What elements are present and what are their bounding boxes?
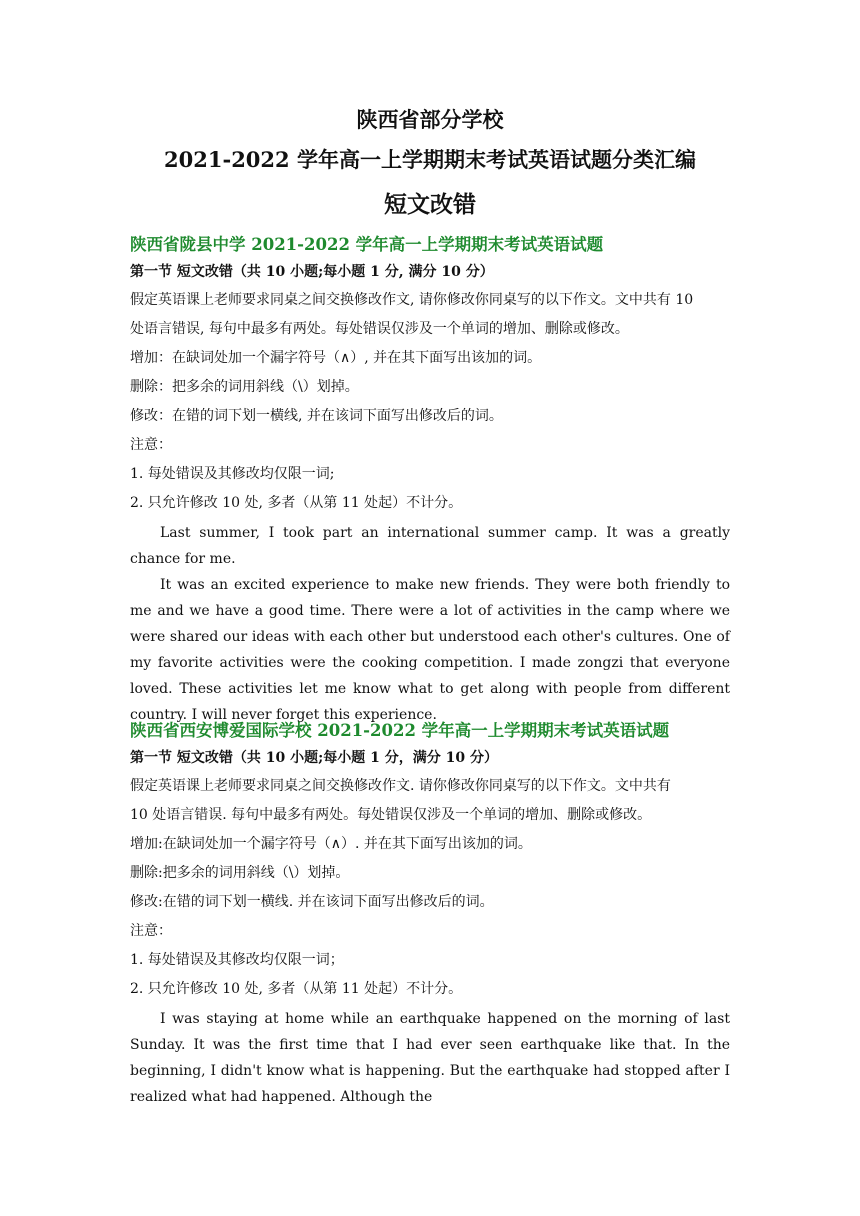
instruction-line: 假定英语课上老师要求同桌之间交换修改作文, 请你修改你同桌写的以下作文。文中共有 10 (130, 292, 694, 308)
rule-add: 增加：在缺词处加一个漏字符号（∧）, 并在其下面写出该加的词。 (130, 350, 542, 366)
doc-title-line2: 2021-2022 学年高一上学期期末考试英语试题分类汇编 (164, 147, 696, 172)
note-item: 2. 只允许修改 10 处, 多者（从第 11 处起）不计分。 (130, 981, 463, 997)
essay-paragraph: I was staying at home while an earthquake happened on the morning of last Sunday. It was the first time that I had ever seen earthquake like that. In the beginning, I didn't know what is happening. But the earthquake had stopped after I realized what had happened. Although the (130, 1011, 730, 1105)
doc-title-line3: 短文改错 (384, 191, 476, 218)
note-label: 注意： (130, 437, 172, 453)
doc-title-line1: 陕西省部分学校 (356, 107, 504, 132)
section-title: 陕西省陇县中学 2021-2022 学年高一上学期期末考试英语试题 (130, 235, 604, 254)
note-item: 2. 只允许修改 10 处, 多者（从第 11 处起）不计分。 (130, 495, 463, 511)
note-item: 1. 每处错误及其修改均仅限一词； (130, 952, 344, 968)
note-item: 1. 每处错误及其修改均仅限一词; (130, 466, 335, 482)
essay-paragraph: Last summer, I took part an international summer camp. It was a greatly chance for me. (130, 525, 730, 567)
rule-modify: 修改:在错的词下划一横线. 并在该词下面写出修改后的词。 (130, 894, 494, 910)
section-title: 陕西省西安博爱国际学校 2021-2022 学年高一上学期期末考试英语试题 (130, 721, 670, 740)
rule-add: 增加:在缺词处加一个漏字符号（∧）. 并在其下面写出该加的词。 (130, 836, 532, 852)
rule-delete: 删除:把多余的词用斜线（\）划掉。 (130, 865, 350, 881)
instruction-line: 处语言错误, 每句中最多有两处。每处错误仅涉及一个单词的增加、删除或修改。 (130, 321, 629, 337)
essay-paragraph: It was an excited experience to make new friends. They were both friendly to me and we have a good time. There were a lot of activities in the camp where we were shared our ideas with each other but understood each other's cultures. One of my favorite activities were the cooking competition. I made zongzi that everyone loved. These activities let me know what to get along with people from different country. I will never forget this experience. (130, 577, 730, 723)
section-subtitle: 第一节 短文改错（共 10 小题;每小题 1 分，满分 10 分） (130, 750, 498, 766)
section-subtitle: 第一节 短文改错（共 10 小题;每小题 1 分, 满分 10 分） (130, 264, 494, 280)
section-2 (130, 718, 730, 1110)
rule-modify: 修改：在错的词下划一横线, 并在该词下面写出修改后的词。 (130, 408, 503, 424)
rule-delete: 删除：把多余的词用斜线（\）划掉。 (130, 379, 359, 395)
instruction-line: 10 处语言错误. 每句中最多有两处。每处错误仅涉及一个单词的增加、删除或修改。 (130, 807, 652, 823)
section-1 (130, 232, 730, 728)
note-label: 注意： (130, 923, 172, 939)
instruction-line: 假定英语课上老师要求同桌之间交换修改作文. 请你修改你同桌写的以下作文。文中共有 (130, 778, 671, 794)
